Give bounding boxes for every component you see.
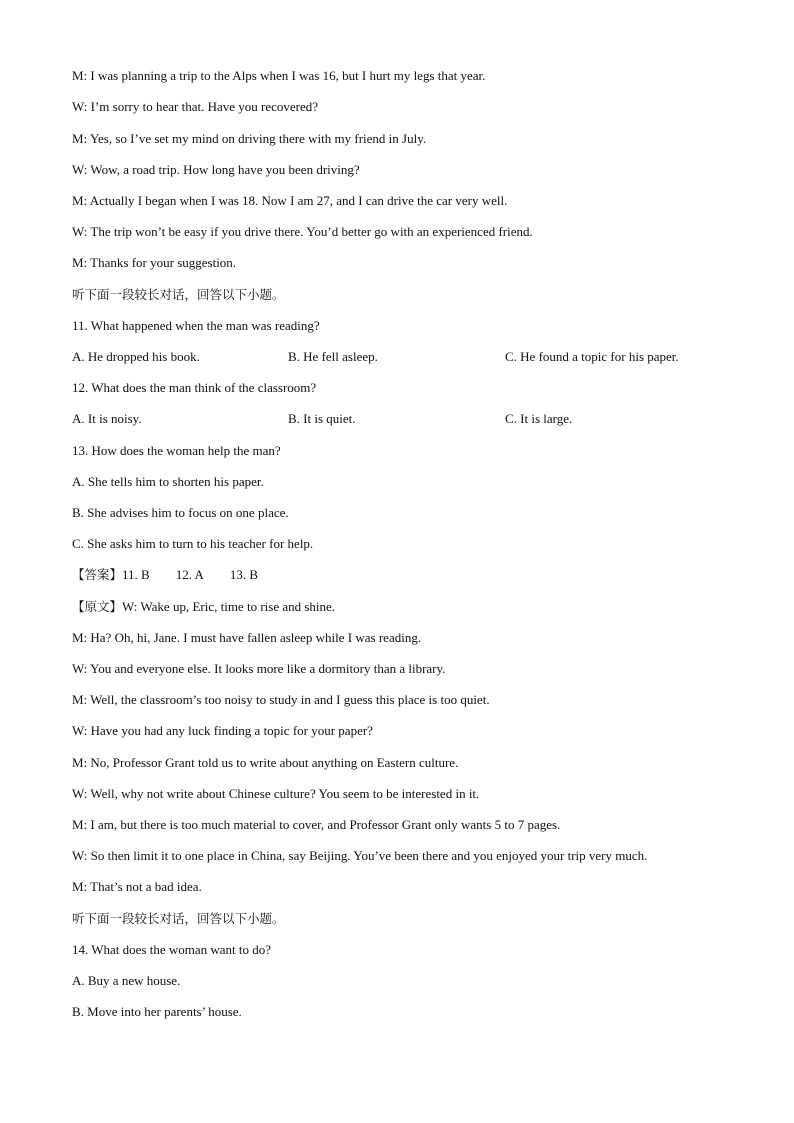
transcript-line: M: Thanks for your suggestion. [72, 255, 237, 270]
option-b: B. He fell asleep. [288, 349, 378, 364]
option-b: B. Move into her parents’ house. [72, 1004, 242, 1019]
section-header: 听下面一段较长对话，回答以下小题。 [72, 287, 285, 302]
option-a: A. It is noisy. [72, 411, 142, 426]
transcript-line: M: Yes, so I’ve set my mind on driving there with my friend in July. [72, 131, 427, 146]
original-line: W: Well, why not write about Chinese culture? You seem to be interested in it. [72, 786, 480, 801]
original-label: 【原文】 [72, 599, 123, 614]
option-a: A. She tells him to shorten his paper. [72, 474, 264, 489]
option-b: B. She advises him to focus on one place. [72, 505, 289, 520]
option-b: B. It is quiet. [288, 411, 356, 426]
original-line: W: You and everyone else. It looks more like a dormitory than a library. [72, 661, 446, 676]
question-12: 12. What does the man think of the classroom? [72, 380, 317, 395]
transcript-line: W: I’m sorry to hear that. Have you recovered? [72, 99, 319, 114]
option-c: C. He found a topic for his paper. [505, 349, 679, 364]
original-first: W: Wake up, Eric, time to rise and shine. [122, 599, 336, 614]
original-line: M: I am, but there is too much material to cover, and Professor Grant only wants 5 to 7 pages. [72, 817, 561, 832]
question-14: 14. What does the woman want to do? [72, 942, 272, 957]
answer-13: 13. B [229, 567, 259, 582]
original-line: M: Ha? Oh, hi, Jane. I must have fallen asleep while I was reading. [72, 630, 422, 645]
transcript-line: W: The trip won’t be easy if you drive there. You’d better go with an experienced friend. [72, 224, 533, 239]
original-line: M: That’s not a bad idea. [72, 879, 202, 894]
section-header: 听下面一段较长对话，回答以下小题。 [72, 911, 285, 926]
transcript-line: W: Wow, a road trip. How long have you been driving? [72, 162, 360, 177]
question-11: 11. What happened when the man was reading? [72, 318, 320, 333]
option-a: A. He dropped his book. [72, 349, 200, 364]
answer-11: 11. B [122, 567, 150, 582]
option-c: C. It is large. [505, 411, 573, 426]
answer-line [72, 567, 258, 583]
transcript-line: M: I was planning a trip to the Alps when I was 16, but I hurt my legs that year. [72, 68, 486, 83]
option-a: A. Buy a new house. [72, 973, 181, 988]
answer-12: 12. A [175, 567, 204, 582]
answer-label: 【答案】 [72, 567, 123, 582]
original-line: W: So then limit it to one place in China, say Beijing. You’ve been there and you enjoyed your trip very much. [72, 848, 648, 863]
original-line: M: No, Professor Grant told us to write about anything on Eastern culture. [72, 755, 459, 770]
question-13: 13. How does the woman help the man? [72, 443, 281, 458]
transcript-line: M: Actually I began when I was 18. Now I am 27, and I can drive the car very well. [72, 193, 508, 208]
original-line [72, 599, 335, 615]
original-line: W: Have you had any luck finding a topic for your paper? [72, 723, 373, 738]
original-line: M: Well, the classroom’s too noisy to study in and I guess this place is too quiet. [72, 692, 490, 707]
option-c: C. She asks him to turn to his teacher for help. [72, 536, 314, 551]
